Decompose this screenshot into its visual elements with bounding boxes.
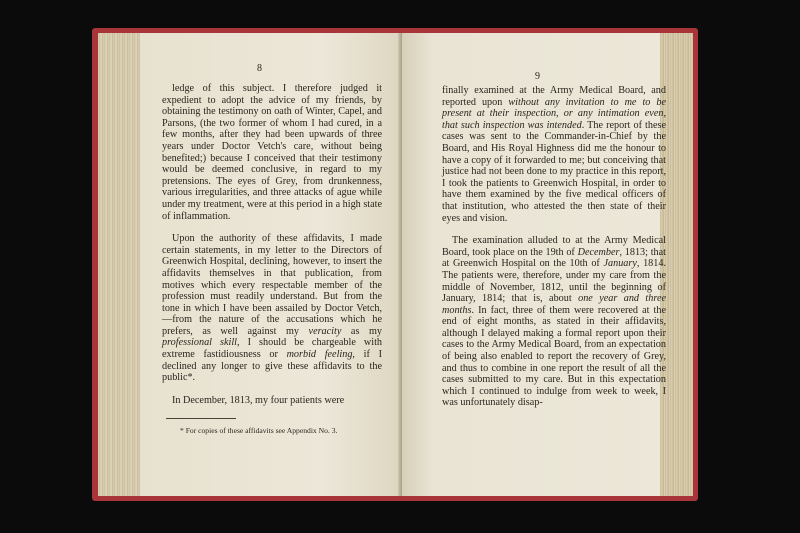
right-page [402, 33, 667, 496]
text-run: . The report of these cases was sent to the Commander-in-Chief by the Board, and His Royal Highness did me the honour to have a copy of it forwarded to me; but conceiving that justice had not been done to my practice in this report, I took the patients to Greenwich Hospital, in order to have them examined by the five medical officers of that institution, who attested the then state of their eyes and vision. [442, 119, 666, 224]
text-run: , I should be chargeable with extreme fastidiousness or [162, 337, 383, 361]
left-page-edges [98, 33, 146, 496]
text-run: , if I declined any longer to give these affidavits to the public*. [162, 349, 382, 384]
text-run: as my [341, 325, 382, 337]
text-run: , 1813; that at Greenwich Hospital on the 10th of [442, 246, 666, 270]
footnote-rule [166, 418, 236, 419]
left-page-body [162, 83, 382, 406]
italic-phrase: morbid feeling [286, 349, 353, 361]
text-run: finally examined at the Army Medical Board, and reported upon [442, 85, 666, 108]
italic-phrase: professional skill [162, 337, 238, 349]
left-page [140, 33, 402, 496]
text-run: In December, 1813, my four patients were [172, 394, 345, 406]
italic-phrase: veracity [308, 325, 342, 337]
italic-phrase: December [577, 246, 620, 258]
paragraph [442, 235, 666, 409]
page-number-left: 8 [257, 63, 263, 74]
paragraph [442, 85, 666, 224]
italic-phrase: without any invitation to me to be present at their inspection, or any intimation even, that such inspection was intended [442, 96, 666, 131]
paragraph [162, 233, 382, 384]
text-run: , 1814. The patients were, therefore, under my care from the middle of November, 1812, until the beginning of January, 1814; that is, about [442, 258, 667, 305]
text-run: Upon the authority of these affidavits, I made certain statements, in my letter to the Directors of Greenwich Hospital, declining, however, to insert the affidavits themselves in that publication, from motives which every respectable member of the profession must readily understand. But from the tone in which I have been assailed by Doctor Vetch,—from the nature of the accusations which he prefers, as well against my [162, 233, 382, 337]
italic-phrase: one year and three months [442, 293, 666, 316]
footnote: * For copies of these affidavits see Appendix No. 3. [180, 426, 338, 435]
page-number-right: 9 [535, 71, 541, 82]
right-page-body [442, 85, 666, 409]
text-run: . In fact, three of them were recovered at the end of eight months, as stated in their affidavits, although I delayed making a formal report upon their cases to the Army Medical Board, from an expectation of being also enabled to report the recovery of Grey, and thus to combine in one report the result of all the cases submitted to my care. But in this expectation which I continued to indulge from week to week, I was unfortunately disap- [442, 304, 666, 409]
paragraph [162, 395, 382, 407]
text-run: The examination alluded to at the Army Medical Board, took place on the 19th of [442, 235, 666, 258]
text-run: ledge of this subject. I therefore judged it expedient to adopt the advice of my friends, by obtaining the testimony on oath of Winter, Capel, and Parsons, (the two former of whom I had cured, in a few months, after they had been upwards of three years under Doctor Vetch's care, without being benefited;) because I conceived that their testimony would be deemed conclusive, in regard to my pretensions. The eyes of Grey, from drunkenness, various irregularities, and three attacks of ague while under my treatment, were at this period in a high state of inflammation. [162, 83, 382, 222]
paragraph [162, 83, 382, 222]
italic-phrase: January [603, 258, 637, 270]
